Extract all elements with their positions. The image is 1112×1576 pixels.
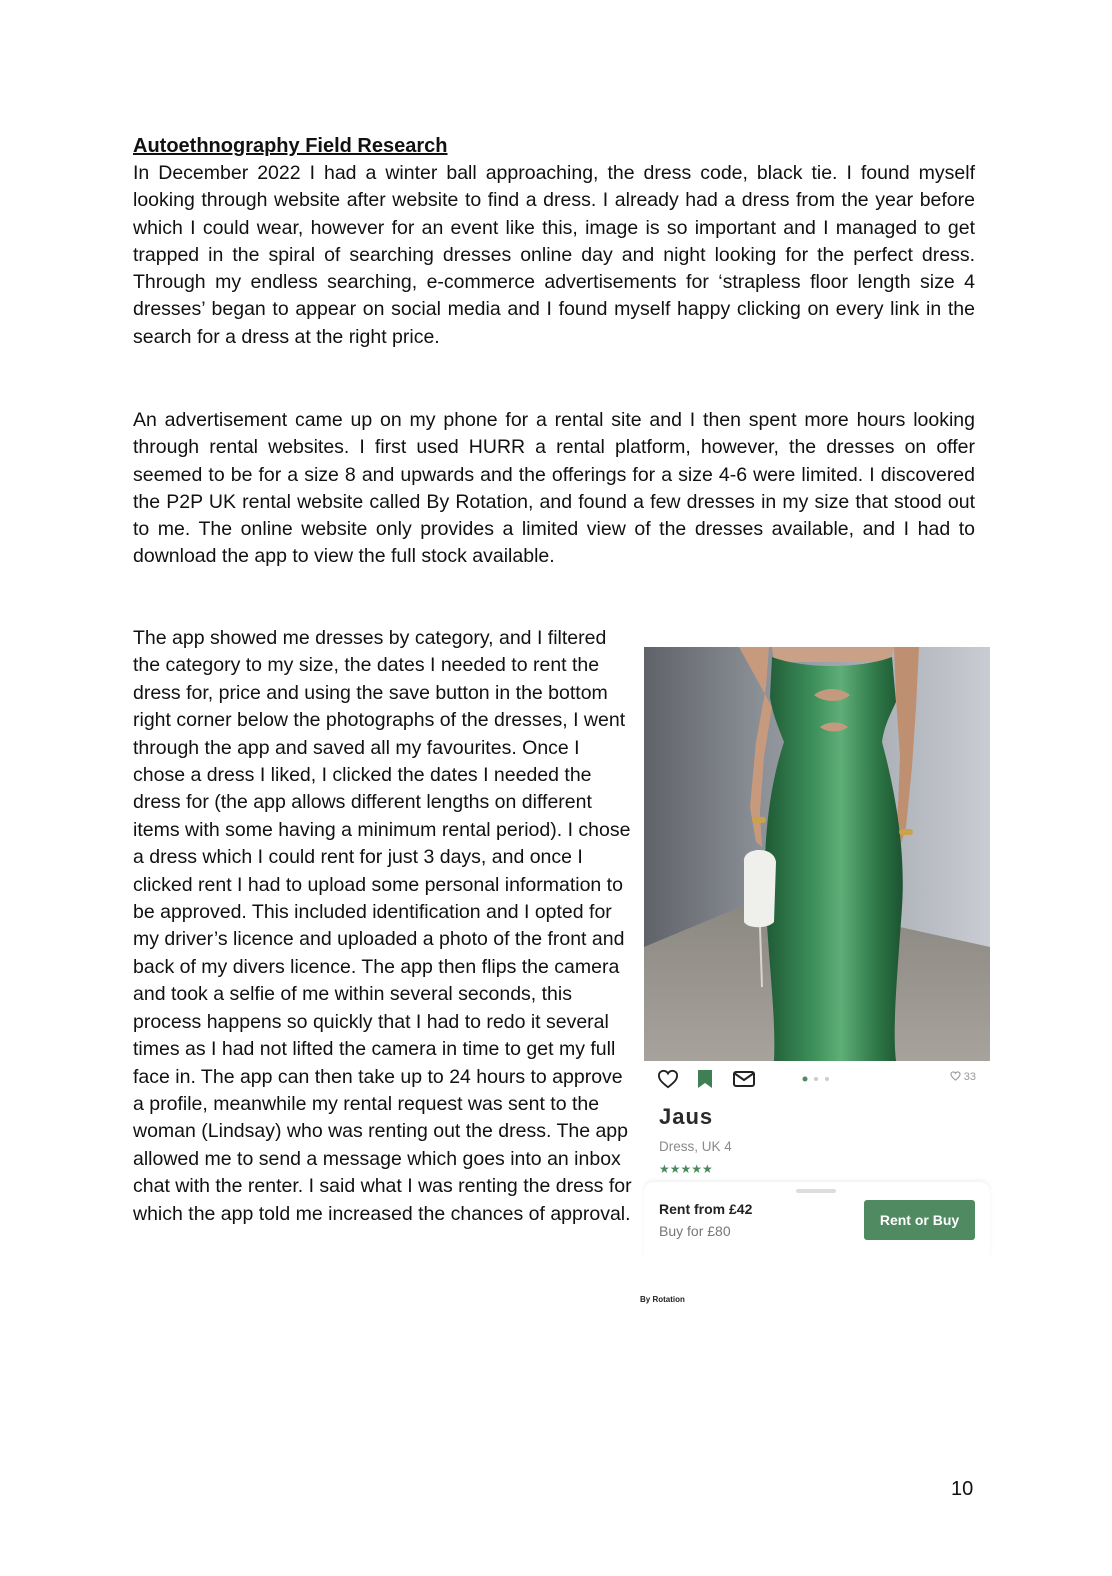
page-number: 10 [951,1478,974,1500]
dress-photo [644,647,990,1061]
section-heading: Autoethnography Field Research [133,135,448,157]
rent-or-buy-button[interactable]: Rent or Buy [864,1200,975,1240]
carousel-dots-icon [802,1076,832,1082]
app-action-bar [644,1064,990,1094]
like-count-value: 33 [963,1071,976,1083]
heart-icon[interactable] [657,1069,679,1089]
like-count [950,1071,976,1083]
buy-price: Buy for £80 [659,1223,731,1239]
small-heart-icon [950,1071,961,1081]
rent-sheet [644,1182,990,1257]
bookmark-icon[interactable] [697,1069,713,1089]
paragraph-intro: In December 2022 I had a winter ball approaching, the dress code, black tie. I found myself looking through website after website to find a dress. I already had a dress from the year before which I could wear, however for an event like this, image is so important and I managed to get trapped in the spiral of searching dresses online day and night looking for the perfect dress. Through my endless searching, e-commerce advertisements for ‘strapless floor length size 4 dresses’ began to appear on social media and I found myself happy clicking on every link in the search for a dress at the right price. [133,162,975,348]
rent-price: Rent from £42 [659,1201,753,1217]
image-caption: By Rotation [640,1295,685,1304]
product-name: Jaus [659,1104,714,1129]
paragraph-rental-search: An advertisement came up on my phone for a rental site and I then spent more hours looking through rental websites. I first used HURR a rental platform, however, the dresses on offer seemed to be for a size 8 and upwards and the offerings for a size 4-6 were limited. I discovered the P2P UK rental website called By Rotation, and found a few dresses in my size that stood out to me. The online website only provides a limited view of the dresses available, and I had to download the app to view the full stock available. [133,409,975,568]
paragraph-app-experience: The app showed me dresses by category, and I filtered the category to my size, the dates I needed to rent the dress for, price and using the save button in the bottom right corner below the photographs of the dresses, I went through the app and saved all my favourites. Once I chose a dress I liked, I clicked the dates I needed the dress for (the app allows different lengths on different items with some having a minimum rental period). I chose a dress which I could rent for just 3 days, and once I clicked rent I had to upload some personal information to be approved. This included identification and I opted for my driver’s licence and uploaded a photo of the front and back of my divers licence. The app then flips the camera and took a selfie of me within several seconds, this process happens so quickly that I had to redo it several times as I had not lifted the camera in time to get my full face in. The app can then take up to 24 hours to approve a profile, meanwhile my rental request was sent to the woman (Lindsay) who was renting out the dress. The app allowed me to send a message which goes into an inbox chat with the renter. I said what I was renting the dress for which the app told me increased the chances of approval. [133,627,632,1225]
mail-icon[interactable] [733,1071,755,1087]
rating-stars: ★★★★★ [659,1162,713,1176]
product-subtitle: Dress, UK 4 [659,1139,732,1154]
sheet-grabber[interactable] [796,1189,836,1193]
